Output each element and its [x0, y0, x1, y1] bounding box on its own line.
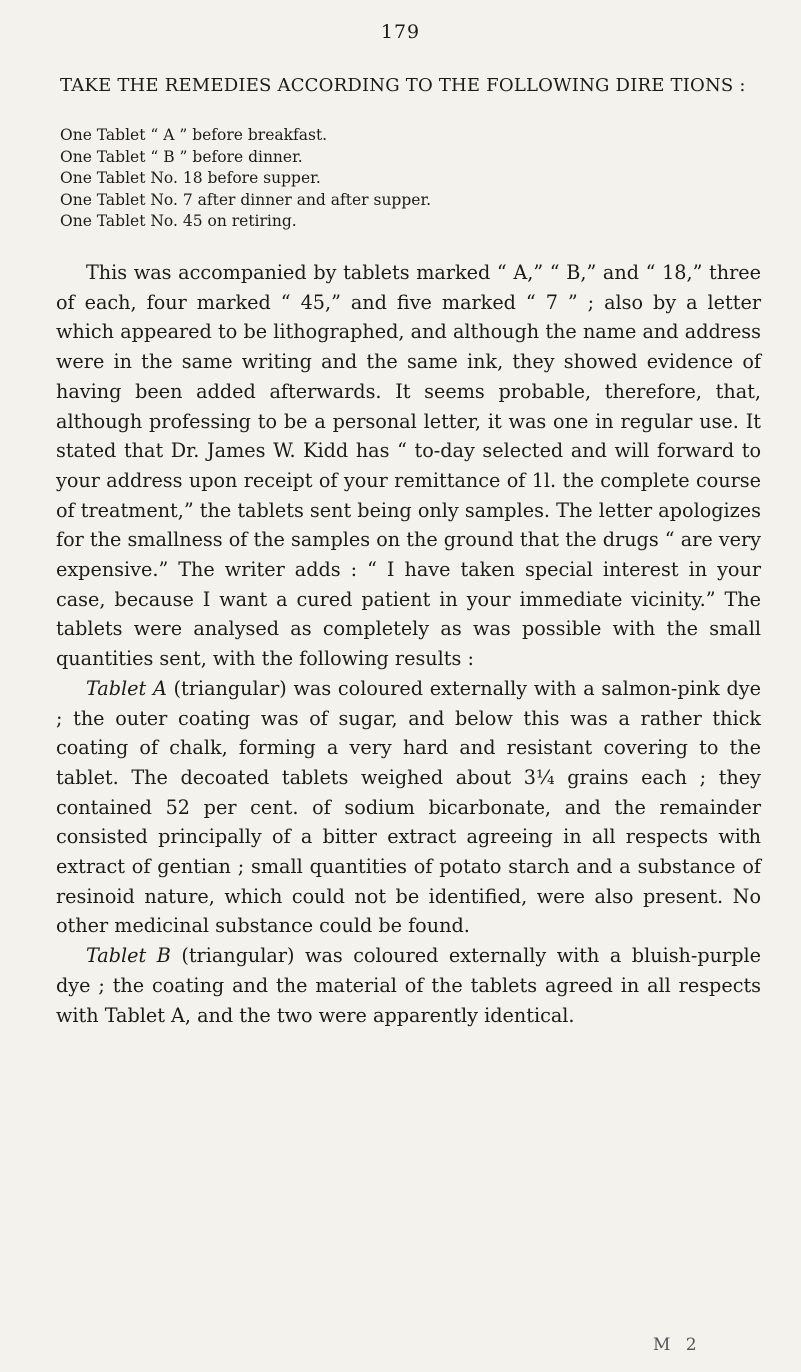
direction-item: One Tablet No. 18 before supper.: [60, 169, 321, 187]
direction-item: One Tablet No. 45 on retiring.: [60, 212, 297, 230]
tablet-b-label: Tablet B: [86, 944, 171, 968]
page-number: 179: [380, 21, 421, 43]
tablet-b-text: (triangular) was coloured externally with a bluish-purple dye ; the coating and the material of the tablets agreed in all respects with Tablet A, and the two were apparently identical.: [56, 944, 761, 1027]
paragraph-tablet-b: [56, 941, 761, 1030]
directions-heading: TAKE THE REMEDIES ACCORDING TO THE FOLLOWING DIRE TIONS :: [60, 75, 746, 96]
direction-item: One Tablet “ B ” before dinner.: [60, 147, 303, 166]
tablet-a-text: (triangular) was coloured externally with a salmon-pink dye ; the outer coating was of sugar, and below this was a rather thick coating of chalk, forming a very hard and resistant covering to the tablet. The decoated tablets weighed about 3¼ grains each ; they contained 52 per cent. of sodium bicarbonate, and the remainder consisted principally of a bitter extract agreeing in all respects with extract of gentian ; small quantities of potato starch and a substance of resinoid nature, which could not be identified, were also present. No other medicinal substance could be found.: [56, 676, 761, 938]
direction-item: One Tablet No. 7 after dinner and after supper.: [60, 190, 432, 209]
paragraph-tablet-a: [56, 674, 761, 941]
directions-list: [60, 125, 760, 233]
signature-mark: M 2: [653, 1335, 702, 1355]
body-text: [56, 258, 761, 1030]
direction-item: One Tablet “ A ” before breakfast.: [60, 126, 328, 144]
tablet-a-label: Tablet A: [86, 676, 167, 700]
paragraph-letter-description: This was accompanied by tablets marked “ A,” “ B,” and “ 18,” three of each, four marked “ 45,” and five marked “ 7 ” ; also by a letter which appeared to be lithographed, and although the name and address were in the same writing and the same ink, they showed evidence of having been added afterwards. It seems probable, therefore, that, although professing to be a personal letter, it was one in regular use. It stated that Dr. James W. Kidd has “ to-day selected and will forward to your address upon receipt of your remittance of 1l. the complete course of treatment,” the tablets sent being only samples. The letter apologizes for the smallness of the samples on the ground that the drugs “ are very expensive.” The writer adds : “ I have taken special interest in your case, because I want a cured patient in your immediate vicinity.” The tablets were analysed as completely as was possible with the small quantities sent, with the following results :: [56, 261, 761, 671]
